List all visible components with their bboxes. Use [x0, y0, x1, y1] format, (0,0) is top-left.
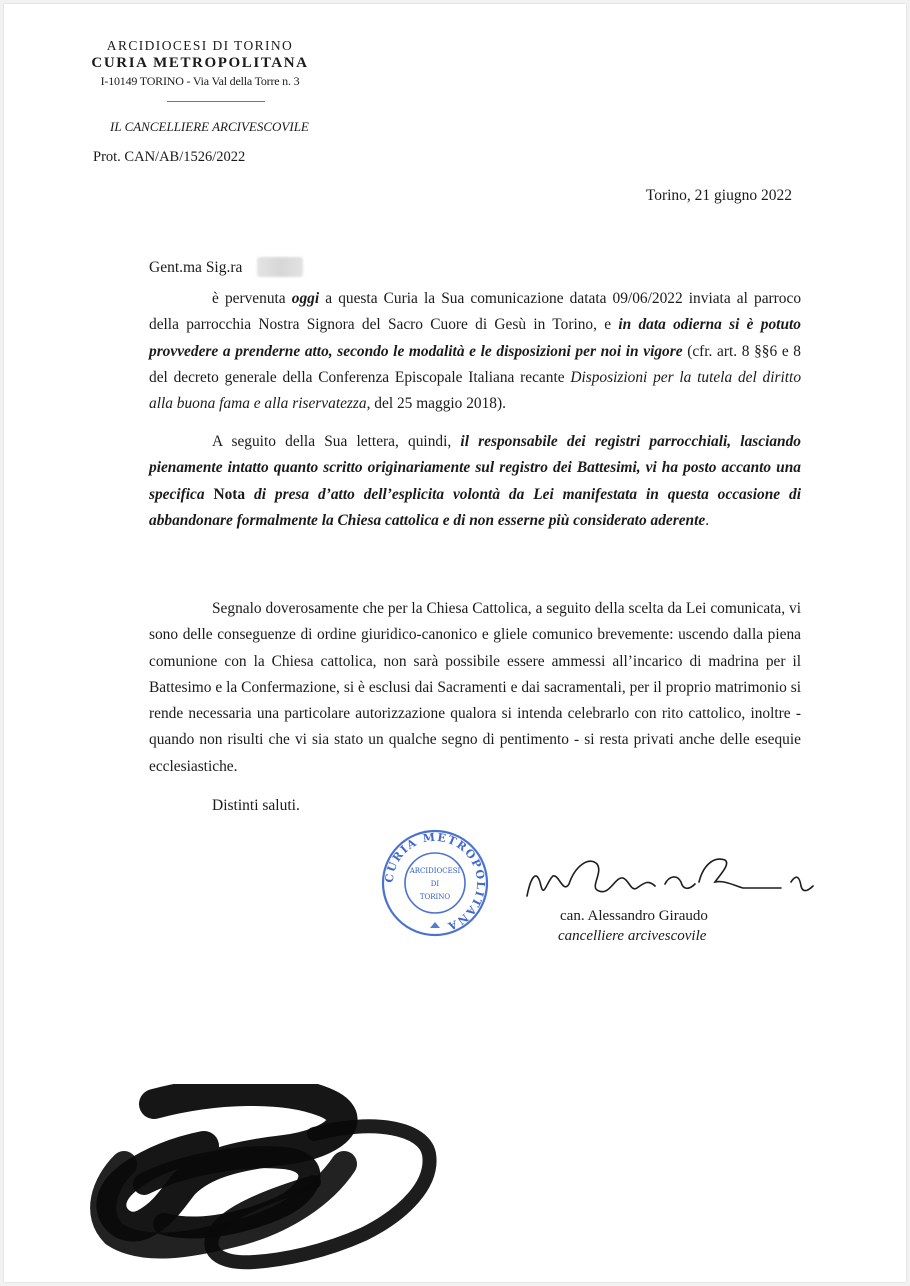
- curia-stamp: [380, 816, 490, 946]
- stamp-cross-mark: [430, 922, 440, 928]
- letterhead-divider: [167, 101, 265, 102]
- closing-greeting: Distinti saluti.: [212, 797, 300, 814]
- stamp-center-line2: DI: [430, 880, 440, 888]
- letter-page: [4, 4, 906, 1282]
- letter-date: Torino, 21 giugno 2022: [645, 187, 792, 204]
- letterhead-curia: CURIA METROPOLITANA: [91, 55, 309, 71]
- paragraph-receipt: è pervenuta oggi a questa Curia la Sua comunicazione datata 09/06/2022 inviata al parroco della parrocchia Nostra Signora del Sacro Cuore di Gesù in Torino, e in data odierna si è potuto provvedere a prenderne atto, secondo le modalità e le disposizioni per noi in vigore (cfr. art. 8 §§6 e 8 del decreto generale della Conferenza Episcopale Italiana recante Disposizioni per la tutela del diritto alla buona fama e alla riservatezza, del 25 maggio 2018).: [149, 290, 802, 413]
- stamp-center-line3: TORINO: [419, 893, 451, 901]
- paragraph-consequences: Segnalo doverosamente che per la Chiesa Cattolica, a seguito della scelta da Lei comunicata, vi sono delle conseguenze di ordine giuridico-canonico e gliele comunico brevemente: uscendo dalla piena comunione con la Chiesa cattolica, non sarà possibile essere ammessi all’incarico di madrina per il Battesimo e la Confermazione, si è esclusi dai Sacramenti e dai sacramentali, per il proprio matrimonio si rende necessaria una particolare autorizzazione qualora si intenda celebrarlo con rito cattolico, inoltre - quando non risulti che vi sia stato un qualche segno di pentimento - si resta privati anche delle esequie ecclesiastiche.: [149, 600, 801, 775]
- letterhead-archdiocese: ARCIDIOCESI DI TORINO: [106, 38, 294, 53]
- letterhead-address: I-10149 TORINO - Via Val della Torre n. 3: [100, 74, 300, 88]
- salutation-text: Gent.ma Sig.ra: [149, 259, 243, 276]
- redaction-scribble: [84, 1084, 454, 1284]
- chancellor-office: IL CANCELLIERE ARCIVESCOVILE: [110, 119, 309, 134]
- protocol-number: Prot. CAN/AB/1526/2022: [93, 149, 246, 165]
- signatory-title: cancelliere arcivescovile: [558, 928, 707, 944]
- handwritten-signature: [519, 846, 819, 916]
- stamp-center-line1: ARCIDIOCESI: [409, 867, 461, 875]
- signatory-name: can. Alessandro Giraudo: [560, 908, 708, 924]
- stamp-ring-text: CURIA METROPOLITANA: [382, 830, 488, 934]
- paragraph-registry-note: A seguito della Sua lettera, quindi, il responsabile dei registri parrocchiali, lasciando pienamente intatto quanto scritto originariamente sul registro dei Battesimi, vi ha posto accanto una specifica Nota di presa d’atto dell’esplicita volontà da Lei manifestata in questa occasione di abbandonare formalmente la Chiesa cattolica e di non esserne più considerato aderente.: [149, 433, 802, 529]
- blurred-name-redaction: [257, 257, 303, 277]
